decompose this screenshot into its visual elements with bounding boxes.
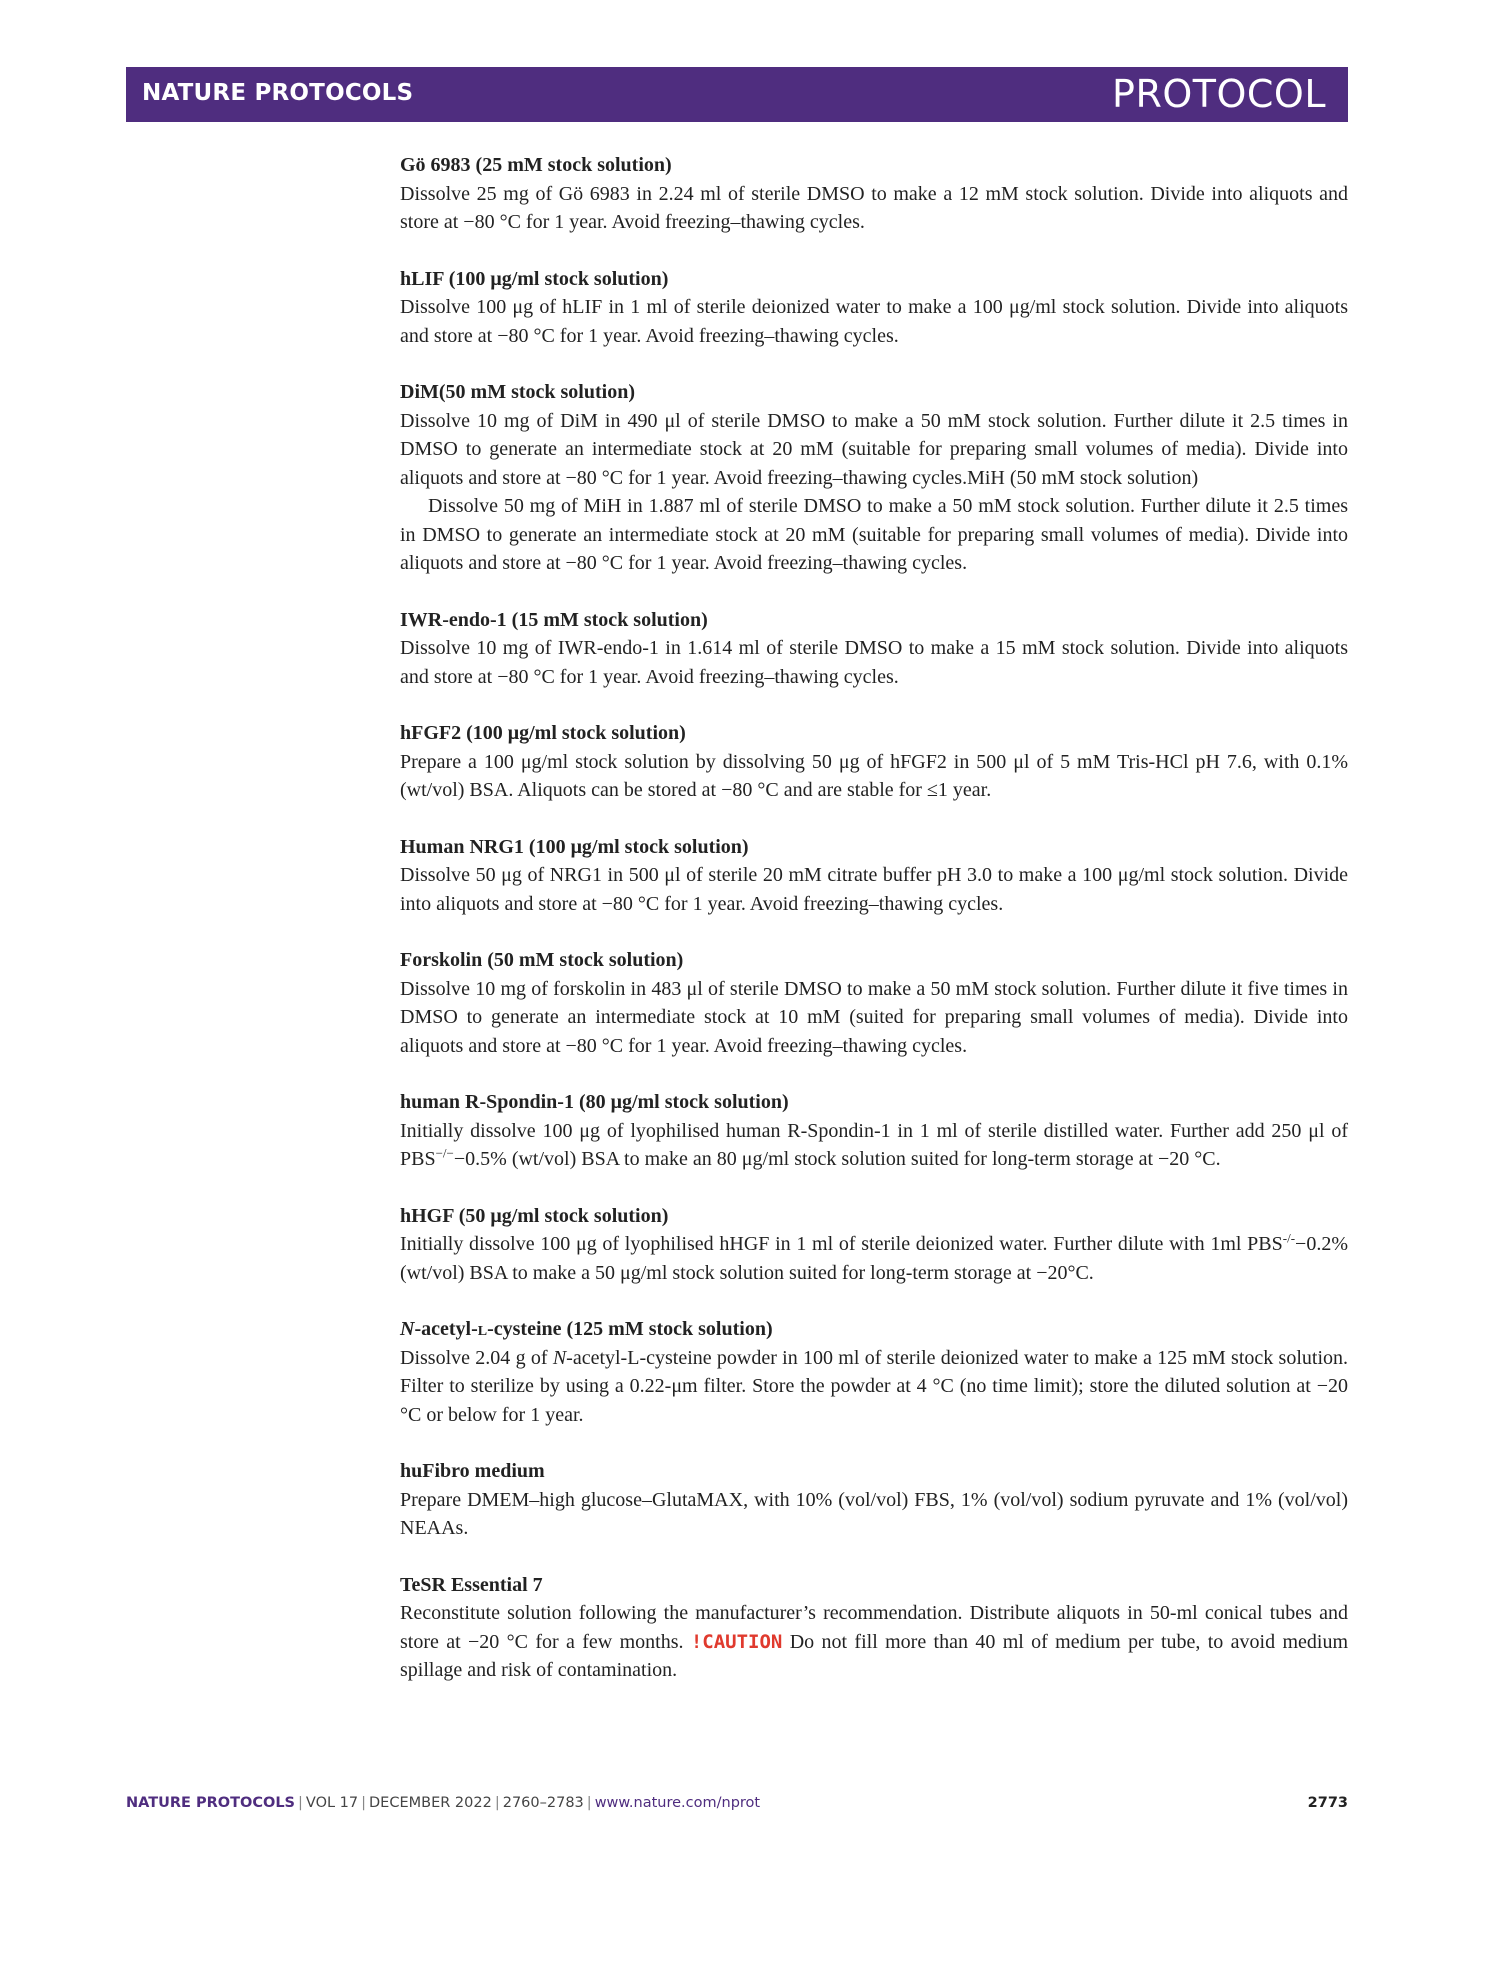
superscript: -/-	[1282, 1230, 1296, 1246]
section-tesr-essential-7	[400, 1571, 1348, 1685]
section-body: Dissolve 10 mg of forskolin in 483 μl of sterile DMSO to make a 50 mM stock solution. Further dilute it five times in DMSO to generate an intermediate stock at 10 mM (suited for preparing small volumes of media). Divide into aliquots and store at −80 °C for 1 year. Avoid freezing–thawing cycles.	[400, 977, 1348, 1057]
section-forskolin	[400, 946, 1348, 1060]
section-body-continued: Dissolve 50 mg of MiH in 1.887 ml of sterile DMSO to make a 50 mM stock solution. Further dilute it 2.5 times in DMSO to generate an intermediate stock at 20 mM (suitable for preparing small volumes of media). Divide into aliquots and store at −80 °C for 1 year. Avoid freezing–thawing cycles.	[400, 495, 1348, 574]
section-title: hFGF2 (100 μg/ml stock solution)	[400, 722, 686, 744]
section-body	[400, 1599, 1348, 1685]
body-text: Initially dissolve 100 μg of lyophilised hHGF in 1 ml of sterile deionized water. Further dilute with 1ml PBS	[400, 1233, 1283, 1255]
header-bar	[126, 67, 1348, 122]
section-body	[400, 1117, 1348, 1174]
section-title: Human NRG1 (100 μg/ml stock solution)	[400, 835, 749, 858]
section-title	[400, 1315, 1348, 1344]
section-title: TeSR Essential 7	[400, 1573, 543, 1596]
section-human-nrg1	[400, 833, 1348, 919]
body-text: Initially dissolve 100 μg of lyophilised human R-Spondin-1 in 1 ml of sterile distilled water. Further add 250 μl of PBS	[400, 1119, 1348, 1170]
title-text: -acetyl-	[414, 1318, 478, 1340]
body-text: Do not fill more than 40 ml of medium per tube, to avoid medium spillage and risk of contamination.	[400, 1630, 1348, 1681]
footer-url-link[interactable]: www.nature.com/nprot	[594, 1795, 761, 1811]
title-text: -cysteine (125 mM stock solution)	[487, 1318, 773, 1340]
section-iwr-endo-1	[400, 606, 1348, 692]
body-italic: N	[552, 1346, 567, 1369]
body-text: −0.5% (wt/vol) BSA to make an 80 μg/ml stock solution suited for long-term storage at −20 °C.	[453, 1148, 1221, 1170]
title-small-caps: l	[477, 1318, 488, 1340]
section-body	[400, 1230, 1348, 1287]
footer-volume: VOL 17	[305, 1795, 359, 1811]
footer-separator: |	[586, 1795, 592, 1811]
section-hhgf	[400, 1202, 1348, 1288]
title-italic: N	[400, 1318, 415, 1340]
section-title: human R-Spondin-1 (80 μg/ml stock solution)	[400, 1091, 789, 1113]
section-hfgf2	[400, 719, 1348, 805]
body-text: -acetyl-L-cysteine powder in 100 ml of sterile deionized water to make a 125 mM stock solution. Filter to sterilize by using a 0.22-μm filter. Store the powder at 4 °C (no time limit); store the diluted solution at −20 °C or below for 1 year.	[400, 1346, 1348, 1426]
caution-label: !CAUTION	[690, 1630, 783, 1653]
section-body: Dissolve 50 μg of NRG1 in 500 μl of sterile 20 mM citrate buffer pH 3.0 to make a 100 μg/ml stock solution. Divide into aliquots and store at −80 °C for 1 year. Avoid freezing–thawing cycles.	[400, 864, 1348, 915]
body-text: Dissolve 2.04 g of	[400, 1346, 553, 1369]
footer-journal: NATURE PROTOCOLS	[126, 1795, 296, 1811]
page-number: 2773	[1307, 1795, 1348, 1811]
footer	[126, 1795, 1348, 1817]
footer-separator: |	[494, 1795, 500, 1811]
section-body: Prepare DMEM–high glucose–GlutaMAX, with 10% (vol/vol) FBS, 1% (vol/vol) sodium pyruvate and 1% (vol/vol) NEAAs.	[400, 1488, 1348, 1539]
section-title: huFibro medium	[400, 1460, 545, 1482]
article-type: PROTOCOL	[1112, 72, 1326, 116]
section-body: Dissolve 25 mg of Gö 6983 in 2.24 ml of sterile DMSO to make a 12 mM stock solution. Divide into aliquots and store at −80 °C for 1 year. Avoid freezing–thawing cycles.	[400, 182, 1348, 233]
section-title: Gö 6983 (25 mM stock solution)	[400, 154, 672, 176]
section-hufibro-medium	[400, 1457, 1348, 1543]
superscript: −/−	[435, 1145, 454, 1161]
section-go6983	[400, 151, 1348, 237]
section-title: Forskolin (50 mM stock solution)	[400, 949, 684, 971]
main-content	[400, 151, 1348, 1713]
section-title: hHGF (50 μg/ml stock solution)	[400, 1204, 669, 1227]
section-n-acetyl-l-cysteine	[400, 1315, 1348, 1429]
footer-separator: |	[361, 1795, 367, 1811]
section-body: Prepare a 100 μg/ml stock solution by dissolving 50 μg of hFGF2 in 500 μl of 5 mM Tris-HCl pH 7.6, with 0.1% (wt/vol) BSA. Aliquots can be stored at −80 °C and are stable for ≤1 year.	[400, 750, 1348, 801]
footer-date: DECEMBER 2022	[369, 1795, 492, 1811]
journal-name: NATURE PROTOCOLS	[142, 80, 414, 106]
section-body: Dissolve 100 μg of hLIF in 1 ml of sterile deionized water to make a 100 μg/ml stock solution. Divide into aliquots and store at −80 °C for 1 year. Avoid freezing–thawing cycles.	[400, 296, 1348, 347]
body-text: Reconstitute solution following the manufacturer’s recommendation. Distribute aliquots in 50-ml conical tubes and store at −20 °C for a few months.	[400, 1602, 1348, 1653]
section-r-spondin-1	[400, 1088, 1348, 1174]
section-title: hLIF (100 μg/ml stock solution)	[400, 267, 669, 290]
section-body: Dissolve 10 mg of IWR-endo-1 in 1.614 ml of sterile DMSO to make a 15 mM stock solution. Divide into aliquots and store at −80 °C for 1 year. Avoid freezing–thawing cycles.	[400, 637, 1348, 688]
section-body	[400, 1344, 1348, 1430]
body-text: −0.2% (wt/vol) BSA to make a 50 μg/ml stock solution suited for long-term storage at −20°C.	[400, 1233, 1348, 1284]
section-dim	[400, 378, 1348, 578]
footer-separator: |	[298, 1795, 303, 1811]
section-title: IWR-endo-1 (15 mM stock solution)	[400, 608, 708, 631]
section-title: DiM(50 mM stock solution)	[400, 381, 635, 403]
section-hlif	[400, 265, 1348, 351]
footer-pages: 2760–2783	[502, 1795, 584, 1811]
section-body: Dissolve 10 mg of DiM in 490 μl of sterile DMSO to make a 50 mM stock solution. Further dilute it 2.5 times in DMSO to generate an intermediate stock at 20 mM (suitable for preparing small volumes of media). Divide into aliquots and store at −80 °C for 1 year. Avoid freezing–thawing cycles.MiH (50 mM stock solution)	[400, 409, 1348, 489]
